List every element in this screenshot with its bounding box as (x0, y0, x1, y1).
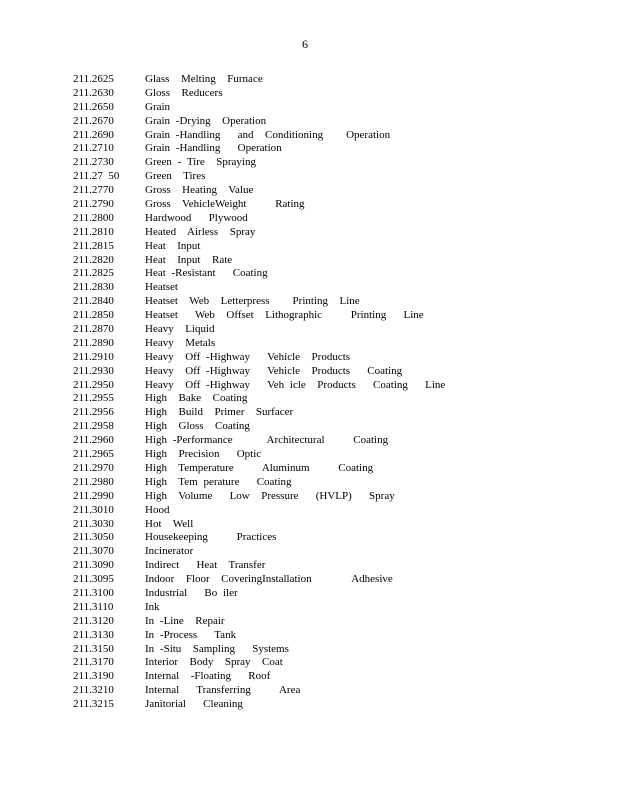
section-number: 211.3100 (73, 586, 114, 599)
section-number: 211.2990 (73, 489, 114, 502)
section-number: 211.2950 (73, 378, 114, 391)
defined-term: Heatset Web Offset Lithographic Printing Line (145, 309, 424, 322)
list-item (73, 587, 445, 601)
section-number: 211.2800 (73, 211, 114, 224)
section-number: 211.2670 (73, 114, 114, 127)
defined-term: Heavy Liquid (145, 323, 215, 336)
list-item (73, 462, 445, 476)
list-item (73, 212, 445, 226)
list-item (73, 309, 445, 323)
defined-term: Heavy Off -Highway Vehicle Products (145, 350, 351, 363)
list-item (73, 698, 445, 712)
section-number: 211.3030 (73, 517, 114, 530)
list-item (73, 559, 445, 573)
defined-term: Heated Airless Spray (145, 225, 256, 238)
defined-term: Indirect Heat Transfer (145, 559, 266, 572)
list-item (73, 365, 445, 379)
section-number: 211.2910 (73, 350, 114, 363)
list-item (73, 281, 445, 295)
list-item (73, 420, 445, 434)
defined-term: Grain -Handling and Conditioning Operation (145, 128, 391, 141)
list-item (73, 101, 445, 115)
list-item (73, 156, 445, 170)
defined-term: Ink (145, 600, 160, 613)
section-number: 211.3120 (73, 614, 114, 627)
list-item (73, 615, 445, 629)
list-item (73, 184, 445, 198)
defined-term: In -Process Tank (145, 628, 237, 641)
section-number: 211.27 50 (73, 170, 120, 183)
list-item (73, 573, 445, 587)
list-item (73, 670, 445, 684)
defined-term: Internal Transferring Area (145, 684, 301, 697)
list-item (73, 87, 445, 101)
section-number: 211.3170 (73, 656, 114, 669)
list-item (73, 643, 445, 657)
list-item (73, 254, 445, 268)
list-item (73, 406, 445, 420)
defined-term: Heatset Web Letterpress Printing Line (145, 295, 360, 308)
defined-term: Gross Heating Value (145, 184, 254, 197)
section-number: 211.2825 (73, 267, 114, 280)
section-number: 211.2958 (73, 420, 114, 433)
definitions-list (73, 73, 445, 712)
defined-term: Heatset (145, 281, 178, 294)
section-number: 211.2710 (73, 142, 114, 155)
defined-term: Hood (145, 503, 170, 516)
section-number: 211.2690 (73, 128, 114, 141)
section-number: 211.2650 (73, 100, 114, 113)
section-number: 211.2870 (73, 323, 114, 336)
section-number: 211.3130 (73, 628, 114, 641)
list-item (73, 240, 445, 254)
list-item (73, 337, 445, 351)
list-item (73, 267, 445, 281)
page-number: 6 (302, 37, 308, 51)
defined-term: High Temperature Aluminum Coating (145, 461, 374, 474)
defined-term: Green Tires (145, 170, 206, 183)
defined-term: High Precision Optic (145, 448, 262, 461)
defined-term: Grain -Handling Operation (145, 142, 282, 155)
section-number: 211.2625 (73, 73, 114, 85)
list-item (73, 170, 445, 184)
list-item (73, 518, 445, 532)
list-item (73, 392, 445, 406)
section-number: 211.2840 (73, 295, 114, 308)
defined-term: Heat -Resistant Coating (145, 267, 268, 280)
section-number: 211.3110 (73, 600, 114, 613)
defined-term: Grain (145, 100, 171, 113)
defined-term: Gloss Reducers (145, 86, 223, 99)
defined-term: In -Situ Sampling Systems (145, 642, 289, 655)
list-item (73, 73, 445, 87)
section-number: 211.3095 (73, 573, 114, 586)
list-item (73, 504, 445, 518)
defined-term: Glass Melting Furnace (145, 73, 263, 85)
list-item (73, 226, 445, 240)
section-number: 211.2810 (73, 225, 114, 238)
section-number: 211.3210 (73, 684, 114, 697)
section-number: 211.2830 (73, 281, 114, 294)
list-item (73, 142, 445, 156)
defined-term: Gross VehicleWeight Rating (145, 198, 305, 211)
section-number: 211.2630 (73, 86, 114, 99)
defined-term: Housekeeping Practices (145, 531, 277, 544)
section-number: 211.2980 (73, 475, 114, 488)
section-number: 211.3070 (73, 545, 114, 558)
list-item (73, 656, 445, 670)
list-item (73, 601, 445, 615)
defined-term: High Bake Coating (145, 392, 248, 405)
defined-term: In -Line Repair (145, 614, 225, 627)
defined-term: Grain -Drying Operation (145, 114, 267, 127)
section-number: 211.2815 (73, 239, 114, 252)
section-number: 211.3215 (73, 698, 114, 711)
defined-term: Janitorial Cleaning (145, 698, 243, 711)
defined-term: High Build Primer Surfacer (145, 406, 294, 419)
list-item (73, 351, 445, 365)
section-number: 211.2960 (73, 434, 114, 447)
defined-term: High Tem perature Coating (145, 475, 292, 488)
defined-term: Heat Input Rate (145, 253, 233, 266)
section-number: 211.3090 (73, 559, 114, 572)
list-item (73, 684, 445, 698)
defined-term: Internal -Floating Roof (145, 670, 271, 683)
defined-term: High -Performance Architectural Coating (145, 434, 389, 447)
list-item (73, 434, 445, 448)
defined-term: Industrial Bo iler (145, 586, 238, 599)
defined-term: Heavy Metals (145, 336, 216, 349)
section-number: 211.3190 (73, 670, 114, 683)
list-item (73, 545, 445, 559)
section-number: 211.3050 (73, 531, 114, 544)
section-number: 211.2955 (73, 392, 114, 405)
defined-term: Heavy Off -Highway Vehicle Products Coating (145, 364, 403, 377)
defined-term: Green - Tire Spraying (145, 156, 256, 169)
list-item (73, 490, 445, 504)
section-number: 211.3150 (73, 642, 114, 655)
defined-term: Hardwood Plywood (145, 211, 248, 224)
section-number: 211.2790 (73, 198, 114, 211)
section-number: 211.2820 (73, 253, 114, 266)
list-item (73, 129, 445, 143)
section-number: 211.2850 (73, 309, 114, 322)
list-item (73, 629, 445, 643)
list-item (73, 115, 445, 129)
section-number: 211.2956 (73, 406, 114, 419)
list-item (73, 198, 445, 212)
section-number: 211.2930 (73, 364, 114, 377)
section-number: 211.3010 (73, 503, 114, 516)
defined-term: Heavy Off -Highway Veh icle Products Coating Line (145, 378, 446, 391)
list-item (73, 476, 445, 490)
list-item (73, 295, 445, 309)
section-number: 211.2770 (73, 184, 114, 197)
defined-term: High Volume Low Pressure (HVLP) Spray (145, 489, 395, 502)
section-number: 211.2965 (73, 448, 114, 461)
section-number: 211.2730 (73, 156, 114, 169)
defined-term: Hot Well (145, 517, 194, 530)
defined-term: High Gloss Coating (145, 420, 250, 433)
section-number: 211.2890 (73, 336, 114, 349)
list-item (73, 531, 445, 545)
list-item (73, 379, 445, 393)
defined-term: Interior Body Spray Coat (145, 656, 283, 669)
list-item (73, 448, 445, 462)
list-item (73, 323, 445, 337)
defined-term: Heat Input (145, 239, 201, 252)
defined-term: Incinerator (145, 545, 194, 558)
section-number: 211.2970 (73, 461, 114, 474)
defined-term: Indoor Floor CoveringInstallation Adhesive (145, 573, 393, 586)
